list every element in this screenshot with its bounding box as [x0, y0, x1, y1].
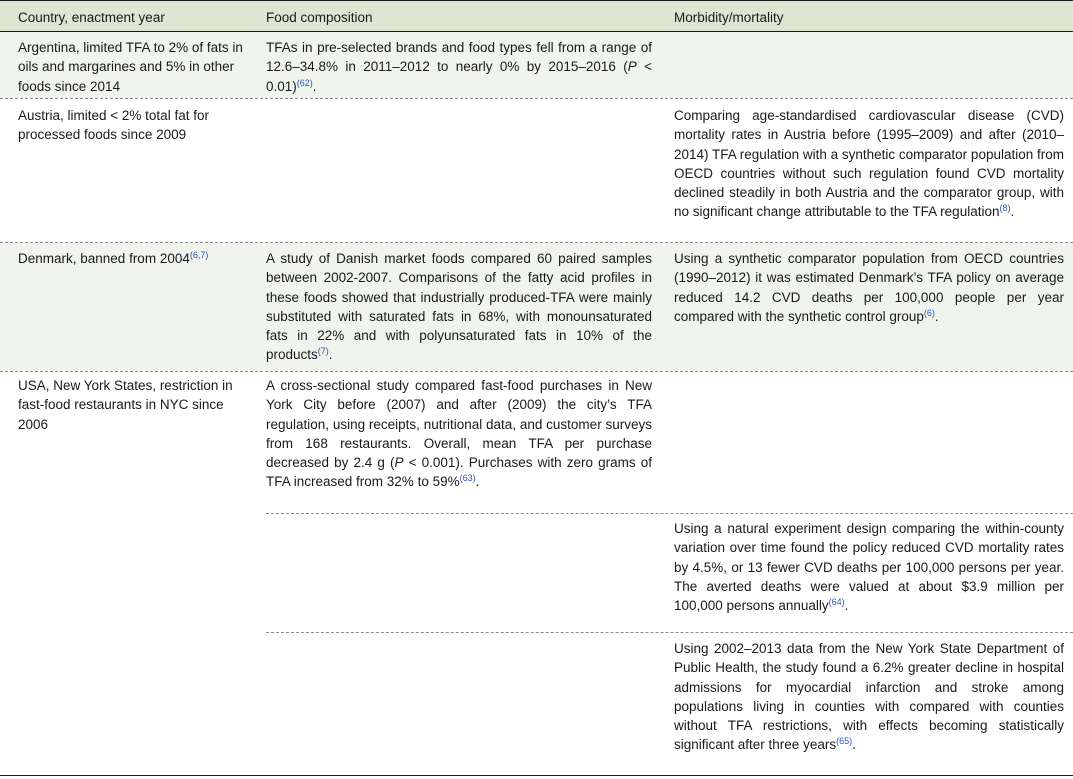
table-bottom-rule [0, 775, 1073, 776]
row-divider [0, 371, 1073, 372]
reference-link[interactable]: (7) [317, 346, 329, 357]
cell-morbidity-usa-hospital-admissions: Using 2002–2013 data from the New York State Department of Public Health, the study found a 6.2% greater decline in hospital admissions for myocardial infarction and stroke among populations living in counties with compared with counties without TFA restrictions, with effects becoming statistically significant after three years$^{(65)}$. [674, 641, 1064, 753]
row-divider [0, 242, 1073, 243]
subrow-divider [266, 513, 1073, 514]
subrow-divider [266, 632, 1073, 633]
cell-composition-denmark: A study of Danish market foods compared 60 paired samples between 2002-2007. Comparisons of the fatty acid profiles in these foods showed that industrially produced-TFA were mainly substituted with saturated fats in 68%, with monounsaturated fats in 22% and with polyunsaturated fats in 10% of the products$^{(7)}$. [266, 251, 652, 363]
cell-morbidity-austria: Comparing age-standardised cardiovascular disease (CVD) mortality rates in Austria before (1995–2009) and after (2010–2014) TFA regulation with a synthetic comparator population from OECD countries without such regulation found CVD mortality declined steadily in both Austria and the comparator group, with no significant change attributable to the TFA regulation$^{(8)}$. [674, 108, 1064, 220]
header-food-composition: Food composition [266, 10, 373, 25]
header-morbidity-mortality: Morbidity/mortality [674, 10, 784, 25]
reference-link[interactable]: (65) [836, 736, 853, 747]
header-country: Country, enactment year [18, 10, 165, 25]
reference-link[interactable]: (62) [296, 77, 313, 88]
cell-country-denmark: Denmark, banned from 2004$^{(6,7)}$ [18, 250, 209, 266]
reference-link[interactable]: (6,7) [189, 250, 209, 260]
cell-country-argentina: Argentina, limited TFA to 2% of fats in oils and margarines and 5% in other foods since 2014 [18, 40, 243, 94]
cell-country-austria: Austria, limited < 2% total fat for processed foods since 2009 [18, 108, 209, 143]
cell-morbidity-usa-natural-experiment: Using a natural experiment design comparing the within-county variation over time found the policy reduced CVD mortality rates by 4.5%, or 13 fewer CVD deaths per 100,000 persons per year. The averted deaths were valued at about $3.9 million per 100,000 persons annually$^{(64)}$. [674, 521, 1064, 614]
reference-link[interactable]: (8) [999, 203, 1011, 214]
cell-composition-usa: A cross-sectional study compared fast-food purchases in New York City before (2007) and after (2009) the city’s TFA regulation, using receipts, nutritional data, and customer surveys from 168 restaurants. Overall, mean TFA per purchase decreased by 2.4 g (P < 0.001). Purchases with zero grams of TFA increased from 32% to 59%$^{(63)}$. [266, 378, 652, 490]
reference-link[interactable]: (6) [923, 307, 935, 318]
reference-link[interactable]: (64) [828, 597, 845, 608]
row-divider [0, 98, 1073, 99]
cell-country-usa: USA, New York States, restriction in fast-food restaurants in NYC since 2006 [18, 378, 233, 432]
cell-composition-argentina: TFAs in pre-selected brands and food types fell from a range of 12.6–34.8% in 2011–2012 to nearly 0% by 2015–2016 (P < 0.01)$^{(62)}$. [266, 40, 652, 94]
cell-morbidity-denmark: Using a synthetic comparator population from OECD countries (1990–2012) it was estimated Denmark’s TFA policy on average reduced 14.2 CVD deaths per 100,000 people per year compared with the synthetic control group$^{(6)}$. [674, 251, 1064, 324]
reference-link[interactable]: (63) [459, 473, 476, 484]
table-header [0, 0, 1073, 32]
